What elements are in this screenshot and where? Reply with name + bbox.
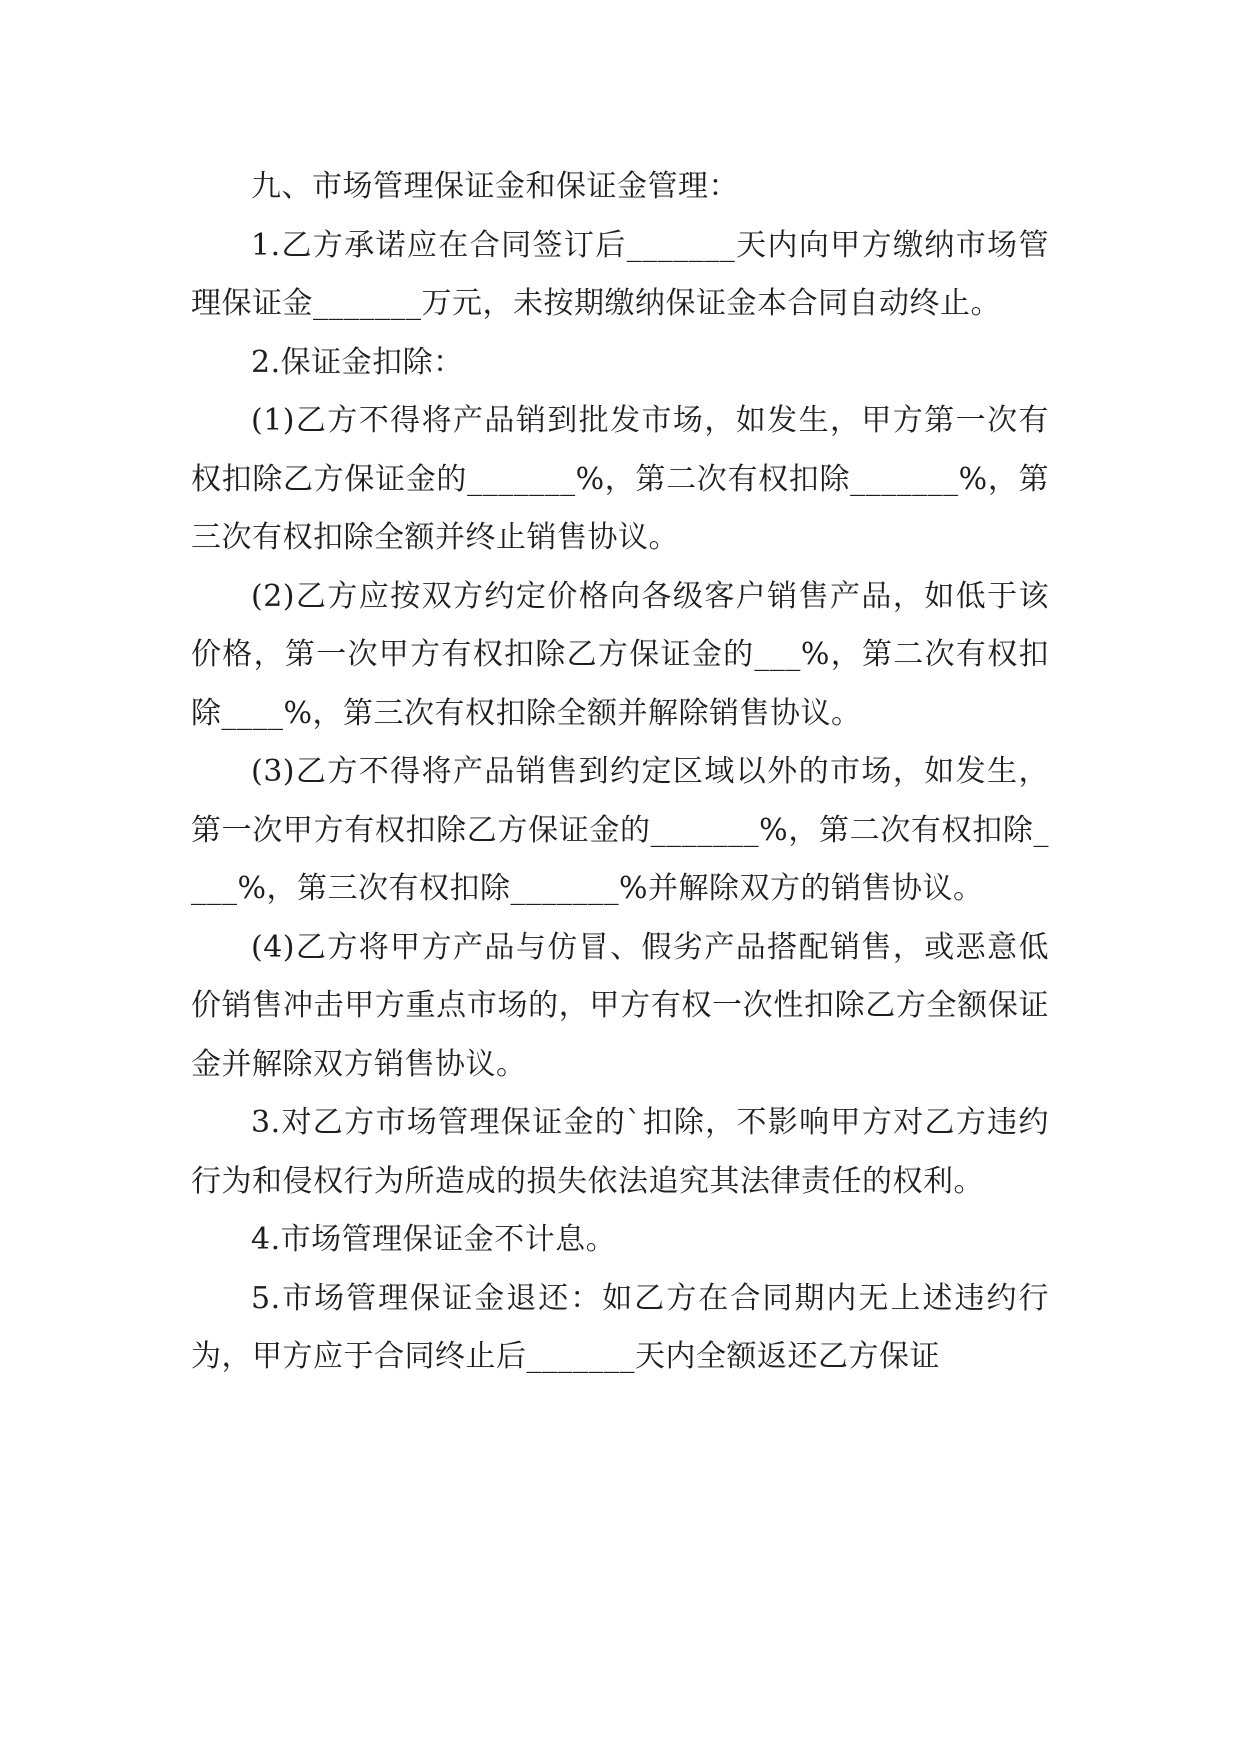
clause-4: 4.市场管理保证金不计息。 <box>251 1222 617 1257</box>
section-heading: 九、市场管理保证金和保证金管理： <box>251 169 739 204</box>
clause-1: 1.乙方承诺应在合同签订后_______天内向甲方缴纳市场管理保证金_______万元，未按期缴纳保证金本合同自动终止。 <box>191 227 1049 321</box>
document-body <box>191 158 1049 1387</box>
clause-2-item-2: (2)乙方应按双方约定价格向各级客户销售产品，如低于该价格，第一次甲方有权扣除乙方保证金的___%，第二次有权扣除____%，第三次有权扣除全额并解除销售协议。 <box>191 578 1049 731</box>
clause-3: 3.对乙方市场管理保证金的`扣除，不影响甲方对乙方违约行为和侵权行为所造成的损失依法追究其法律责任的权利。 <box>191 1105 1049 1199</box>
clause-5: 5.市场管理保证金退还：如乙方在合同期内无上述违约行为，甲方应于合同终止后_______天内全额返还乙方保证 <box>191 1280 1049 1374</box>
clause-2-heading: 2.保证金扣除： <box>251 344 464 380</box>
clause-2-item-4: (4)乙方将甲方产品与仿冒、假劣产品搭配销售，或恶意低价销售冲击甲方重点市场的，甲方有权一次性扣除乙方全额保证金并解除双方销售协议。 <box>191 929 1049 1082</box>
clause-2-item-1: (1)乙方不得将产品销到批发市场，如发生，甲方第一次有权扣除乙方保证金的_______%，第二次有权扣除_______%，第三次有权扣除全额并终止销售协议。 <box>191 403 1049 555</box>
clause-2-item-3: (3)乙方不得将产品销售到约定区域以外的市场，如发生，第一次甲方有权扣除乙方保证金的_______%，第二次有权扣除____%，第三次有权扣除_______%并解除双方的销售协议。 <box>191 754 1049 906</box>
